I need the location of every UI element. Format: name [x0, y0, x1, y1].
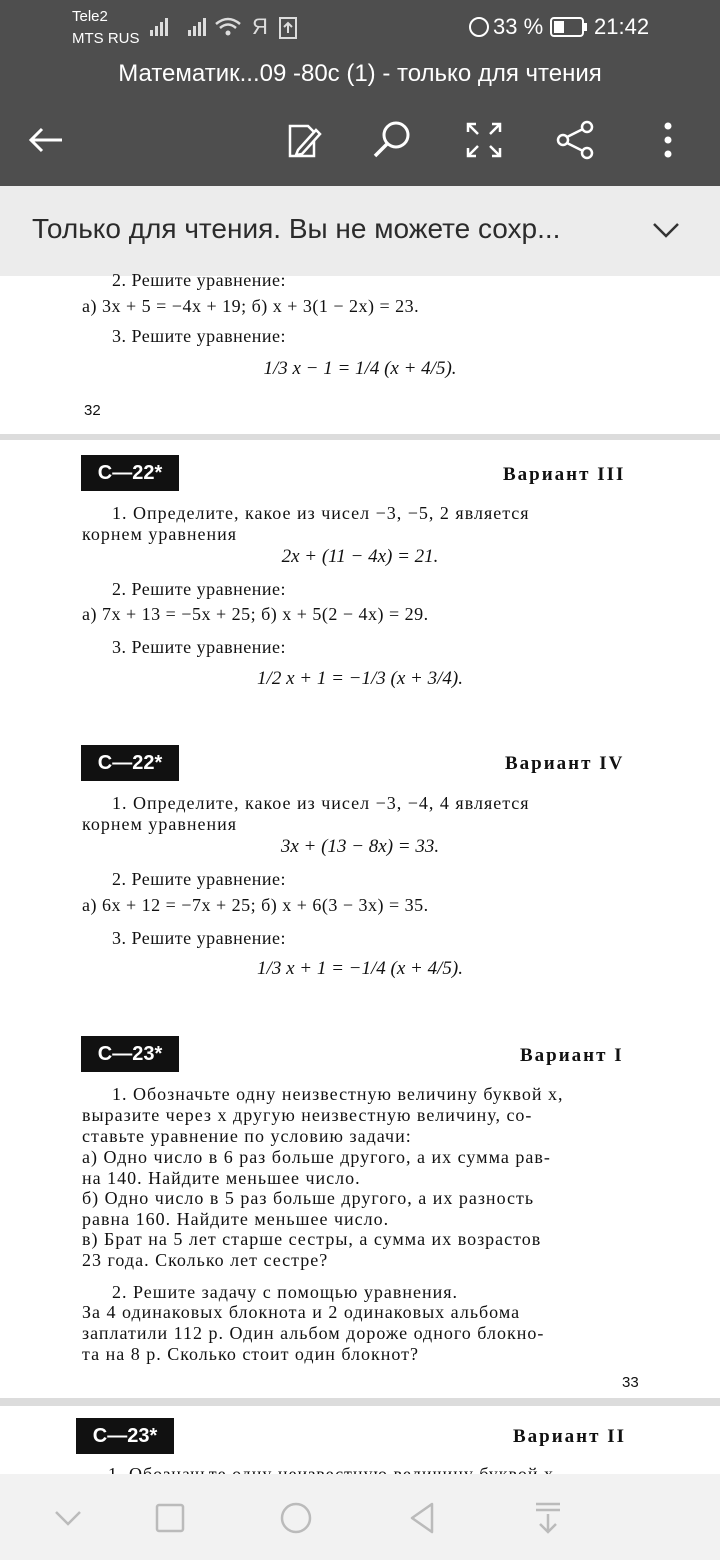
v3-q2-label: 2. Решите уравнение: [112, 579, 286, 599]
variant-title-v2: Вариант II [513, 1426, 627, 1447]
page-number-32: 32 [84, 402, 101, 419]
chevron-down-icon[interactable] [648, 214, 684, 246]
v3-q3-equation: 1/2 x + 1 = −1/3 (x + 3/4). [257, 668, 463, 689]
document-title: Математик...09 -80с (1) - только для чтения [118, 60, 602, 87]
section-badge-c23-v2: С—23* [76, 1418, 174, 1454]
c23-line: 1. Обозначьте одну неизвестную величину буквой x, [112, 1084, 564, 1104]
download-notifications-icon[interactable] [526, 1496, 570, 1540]
page-34 [0, 1406, 720, 1474]
c23-line: на 140. Найдите меньшее число. [82, 1168, 361, 1188]
battery-icon [550, 17, 588, 37]
variant-title-v4: Вариант IV [505, 753, 625, 774]
p32-q3-label: 3. Решите уравнение: [112, 326, 286, 346]
c23-line: 2. Решите задачу с помощью уравнения. [112, 1282, 459, 1302]
v4-q2-label: 2. Решите уравнение: [112, 869, 286, 889]
yandex-icon: Я [252, 14, 268, 39]
c23-line: ставьте уравнение по условию задачи: [82, 1126, 412, 1146]
fullscreen-button[interactable] [456, 112, 512, 168]
share-icon [553, 118, 597, 162]
section-badge-v4: С—22* [81, 745, 179, 781]
v4-q1-equation: 3x + (13 − 8x) = 33. [280, 836, 440, 857]
v3-q1-line2: корнем уравнения [82, 524, 237, 544]
c23-line: равна 160. Найдите меньшее число. [82, 1209, 390, 1229]
page-32 [0, 270, 720, 434]
v3-q3-label: 3. Решите уравнение: [112, 637, 286, 657]
edit-icon [280, 118, 324, 162]
page-33 [0, 440, 720, 1398]
search-button[interactable] [364, 112, 420, 168]
variant-title-v1: Вариант I [520, 1045, 624, 1066]
page-number-33: 33 [622, 1374, 639, 1391]
c23-line: выразите через x другую неизвестную величину, со- [82, 1105, 533, 1125]
signal-icons [148, 14, 258, 46]
clock: 21:42 [594, 14, 650, 39]
fullscreen-icon [462, 118, 506, 162]
v3-q1-line1: 1. Определите, какое из чисел −3, −5, 2 является [112, 503, 530, 523]
more-vert-icon [646, 118, 690, 162]
section-badge-v3: С—22* [81, 455, 179, 491]
v4-q1-line1: 1. Определите, какое из чисел −3, −4, 4 является [112, 793, 530, 813]
app-header [0, 0, 720, 186]
back-arrow-icon [24, 118, 68, 162]
back-nav-icon[interactable] [400, 1496, 444, 1540]
more-options-button[interactable] [640, 112, 696, 168]
c23-line: та на 8 р. Сколько стоит один блокнот? [82, 1344, 420, 1364]
battery-percent: 33 % [493, 14, 544, 39]
share-button[interactable] [547, 112, 603, 168]
v4-q2-parts: а) 6x + 12 = −7x + 25; б) x + 6(3 − 3x) = 35. [82, 895, 429, 915]
home-icon[interactable] [274, 1496, 318, 1540]
v4-q1-line2: корнем уравнения [82, 814, 237, 834]
c23-line: а) Одно число в 6 раз больше другого, а их сумма рав- [82, 1147, 551, 1167]
p32-q2-parts: а) 3x + 5 = −4x + 19; б) x + 3(1 − 2x) = 23. [82, 296, 420, 316]
carrier-1: Tele2 [72, 8, 108, 25]
c23-line: б) Одно число в 5 раз больше другого, а их разность [82, 1188, 535, 1208]
edit-button[interactable] [274, 112, 330, 168]
system-nav-bar [0, 1474, 720, 1560]
recent-apps-icon[interactable] [148, 1496, 192, 1540]
carrier-2: MTS RUS [72, 30, 140, 47]
c23-line: 23 года. Сколько лет сестре? [82, 1250, 329, 1270]
p32-q2-label: 2. Решите уравнение: [112, 270, 286, 290]
c23-line: За 4 одинаковых блокнота и 2 одинаковых альбома [82, 1302, 521, 1322]
back-button[interactable] [18, 112, 74, 168]
signal-wifi-icon [148, 14, 258, 40]
read-only-message: Только для чтения. Вы не можете сохр... [32, 213, 561, 244]
v4-q3-equation: 1/3 x + 1 = −1/4 (x + 4/5). [257, 958, 463, 979]
upload-icon [278, 16, 298, 40]
search-icon [370, 118, 414, 162]
v4-q3-label: 3. Решите уравнение: [112, 928, 286, 948]
c23-line: в) Брат на 5 лет старше сестры, а сумма их возрастов [82, 1229, 542, 1249]
c23-line: заплатили 112 р. Один альбом дороже одного блокно- [82, 1323, 545, 1343]
data-saver-icon [468, 16, 490, 38]
read-only-banner[interactable] [0, 186, 720, 276]
v3-q1-equation: 2x + (11 − 4x) = 21. [281, 546, 439, 567]
section-badge-c23: С—23* [81, 1036, 179, 1072]
variant-title-v3: Вариант III [503, 464, 626, 485]
v3-q2-parts: а) 7x + 13 = −5x + 25; б) x + 5(2 − 4x) = 29. [82, 604, 429, 624]
hide-nav-chevron-icon[interactable] [46, 1496, 90, 1540]
p32-q3-equation: 1/3 x − 1 = 1/4 (x + 4/5). [263, 358, 457, 379]
